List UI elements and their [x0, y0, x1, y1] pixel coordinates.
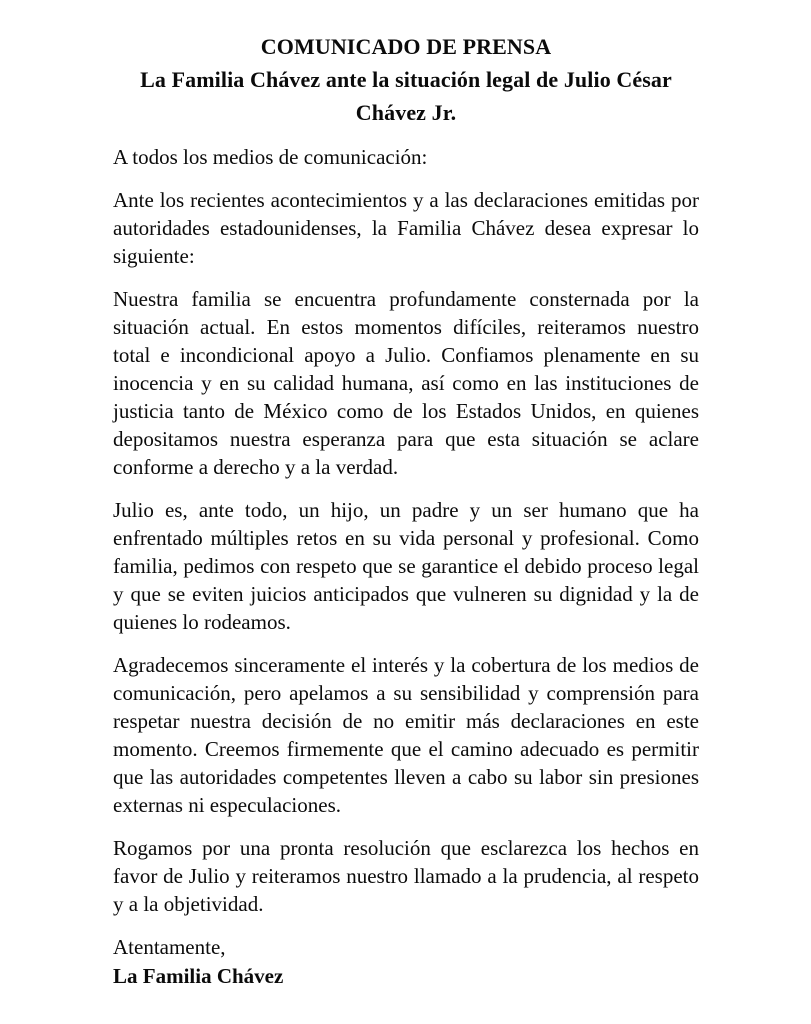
body-paragraph: Ante los recientes acontecimientos y a las declaraciones emitidas por autoridades estadounidenses, la Familia Chávez desea expresar lo siguiente: [113, 188, 699, 268]
body-paragraph: Rogamos por una pronta resolución que esclarezca los hechos en favor de Julio y reiteramos nuestro llamado a la prudencia, al respeto y a la objetividad. [113, 836, 699, 916]
signature-line: La Familia Chávez [113, 964, 284, 988]
salutation-line: A todos los medios de comunicación: [113, 145, 428, 169]
press-release-subtitle: La Familia Chávez ante la situación legal de Julio César Chávez Jr. [140, 67, 672, 125]
body-paragraph: Nuestra familia se encuentra profundamente consternada por la situación actual. En estos momentos difíciles, reiteramos nuestro total e incondicional apoyo a Julio. Confiamos plenamente en su inocencia y en su calidad humana, así como en las instituciones de justicia tanto de México como de los Estados Unidos, en quienes depositamos nuestra esperanza para que esta situación se aclare conforme a derecho y a la verdad. [113, 287, 699, 479]
press-release-title: COMUNICADO DE PRENSA [260, 34, 552, 59]
closing-line: Atentamente, [113, 935, 226, 959]
body-paragraph: Agradecemos sinceramente el interés y la cobertura de los medios de comunicación, pero apelamos a su sensibilidad y comprensión para respetar nuestra decisión de no emitir más declaraciones en este momento. Creemos firmemente que el camino adecuado es permitir que las autoridades competentes lleven a cabo su labor sin presiones externas ni especulaciones. [113, 653, 699, 817]
body-paragraph: Julio es, ante todo, un hijo, un padre y un ser humano que ha enfrentado múltiples retos en su vida personal y profesional. Como familia, pedimos con respeto que se garantice el debido proceso legal y que se eviten juicios anticipados que vulneren su dignidad y la de quienes lo rodeamos. [113, 498, 699, 634]
